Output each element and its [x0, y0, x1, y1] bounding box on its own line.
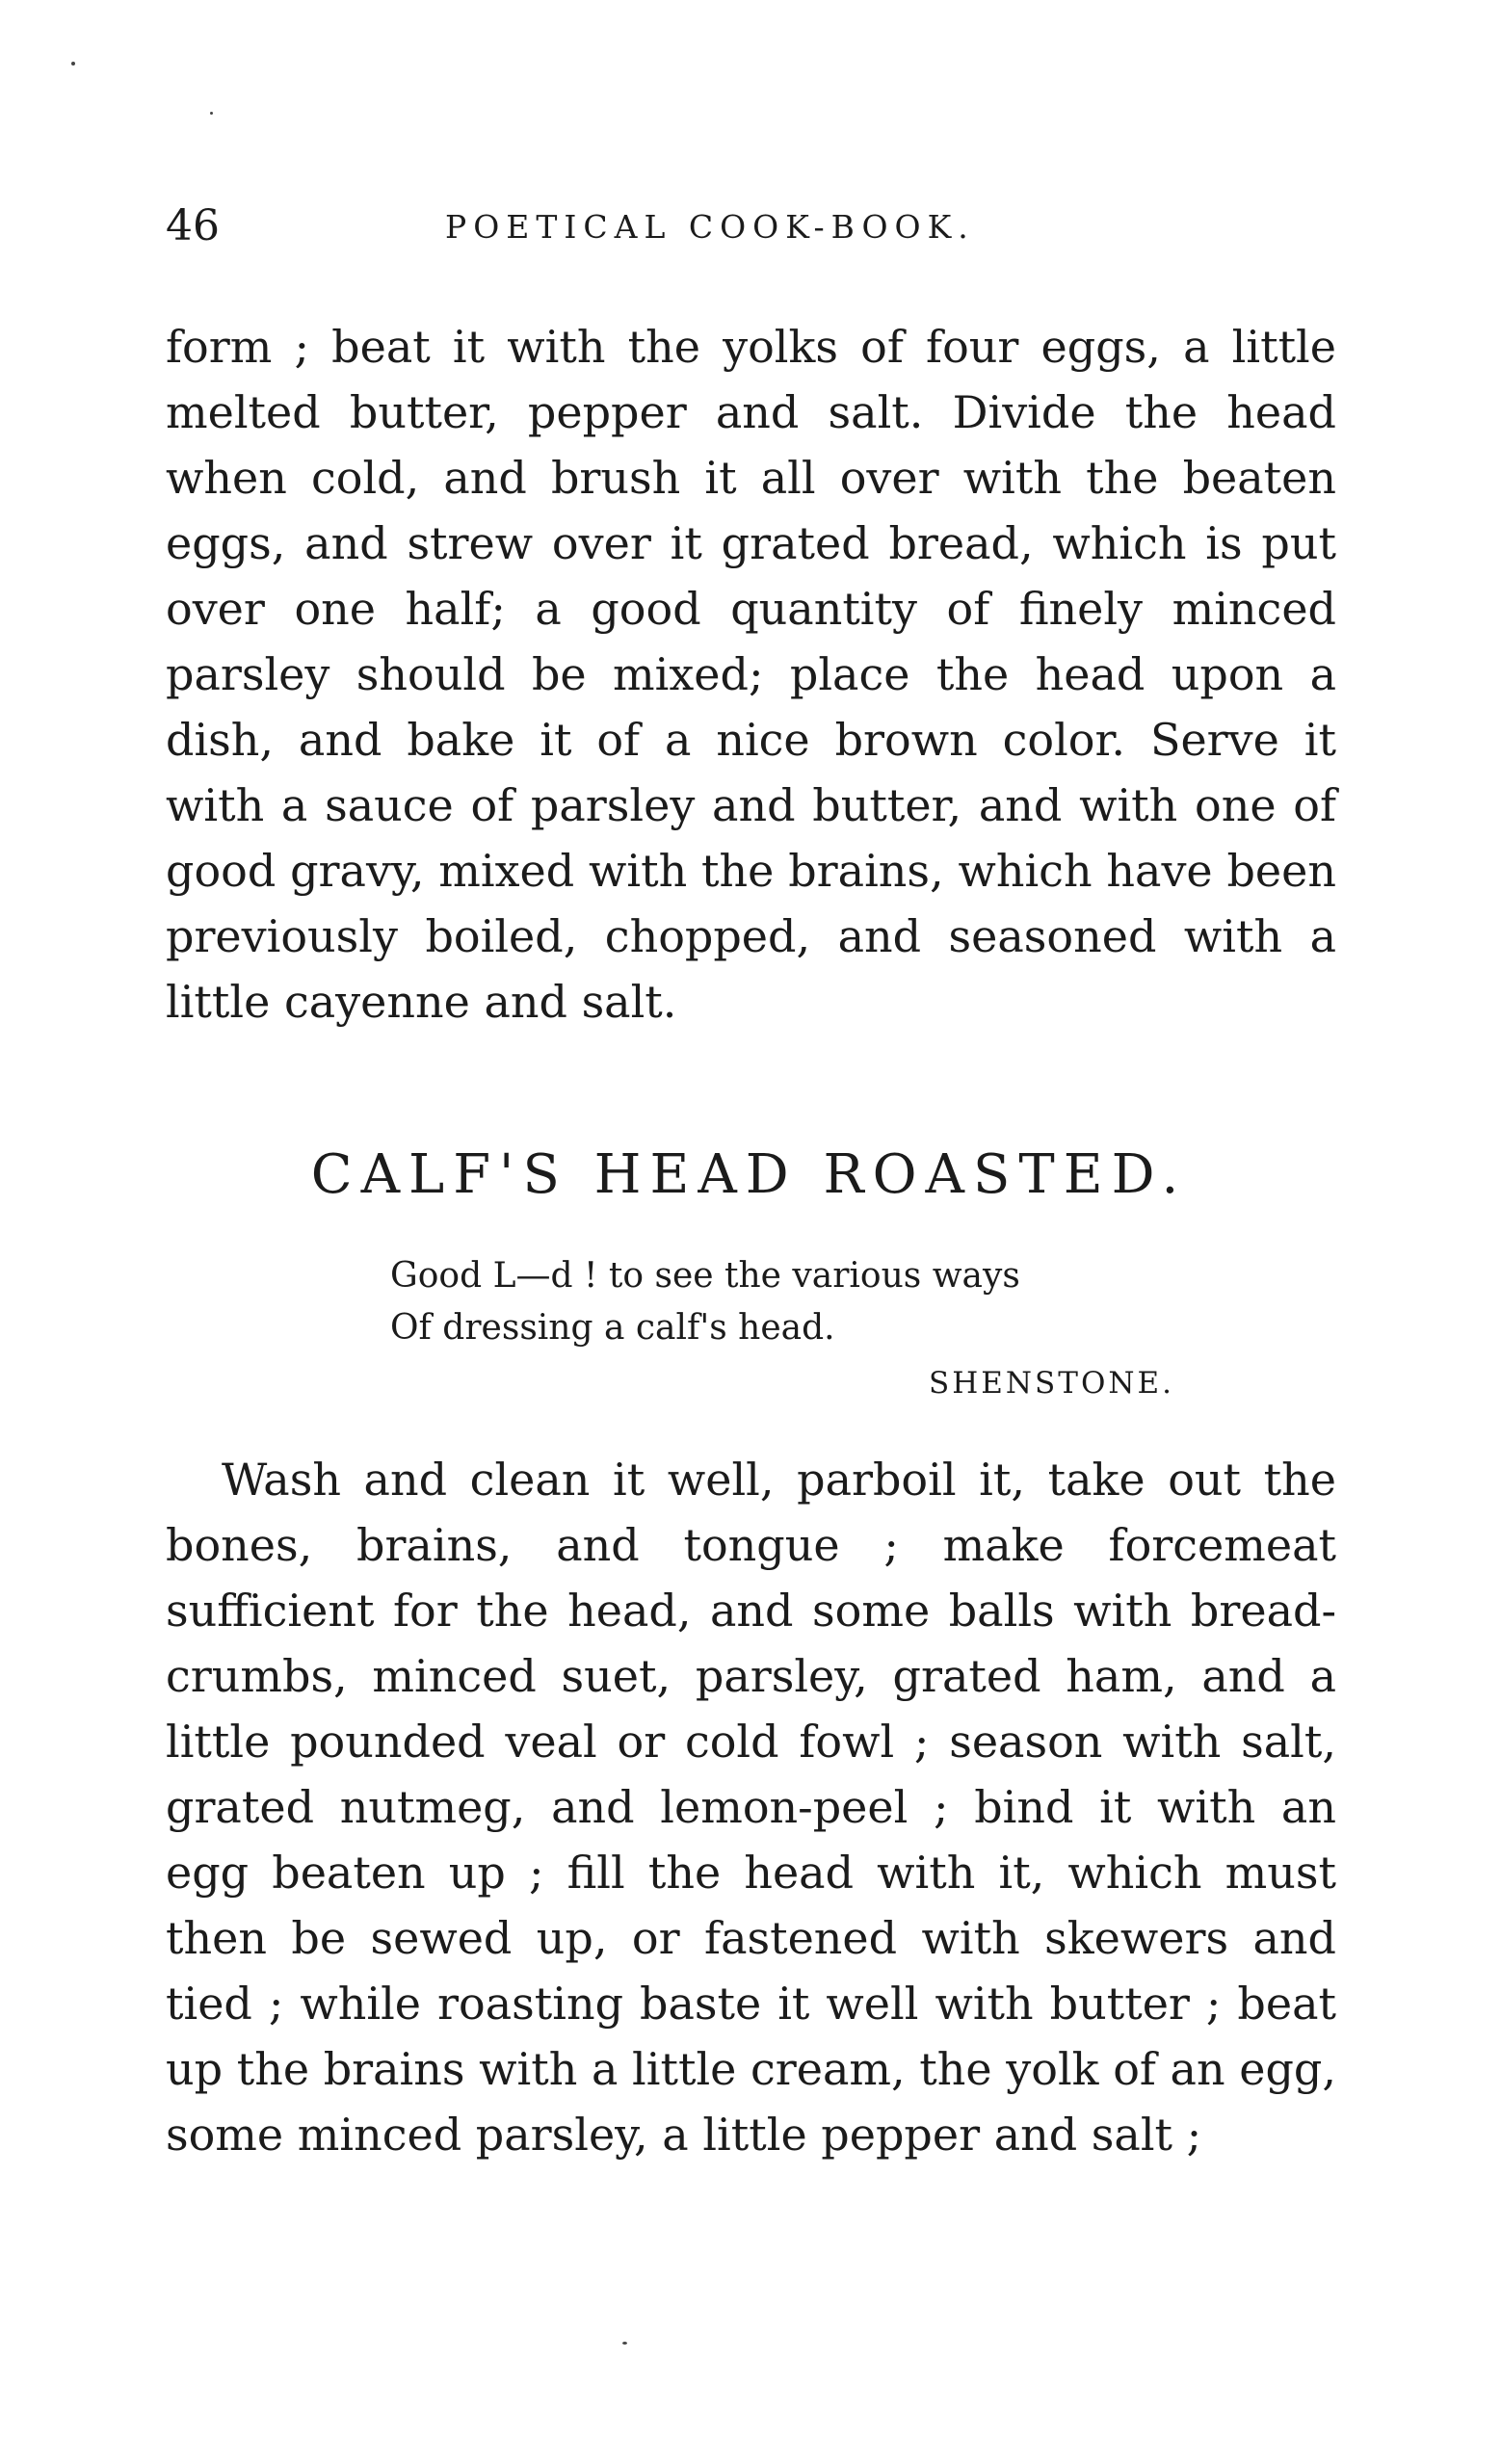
- print-speck: [210, 112, 213, 115]
- recipe-title: CALF'S HEAD ROASTED.: [310, 1143, 1188, 1206]
- epigraph: [390, 1250, 1161, 1354]
- book-title: POETICAL COOK-BOOK.: [445, 208, 975, 246]
- recipe-body: Wash and clean it well, parboil it, take out the bones, brains, and tongue ; make forcemeat sufficient for the head, and some balls with bread-crumbs, minced suet, parsley, grated ham, and a little pounded veal or cold fowl ; season with salt, grated nutmeg, and lemon-peel ; bind it with an egg beaten up ; fill the head with it, which must then be sewed up, or fastened with skewers and tied ; while roasting baste it well with butter ; beat up the brains with a little cream, the yolk of an egg, some minced parsley, a little pepper and salt ;: [166, 1454, 1336, 2161]
- epigraph-line: Good L—d ! to see the various ways: [390, 1256, 1020, 1296]
- print-speck: [71, 62, 75, 66]
- epigraph-line: Of dressing a calf's head.: [390, 1308, 835, 1348]
- running-head: [166, 197, 1341, 255]
- page-number: 46: [166, 201, 220, 250]
- epigraph-attribution: SHENSTONE.: [929, 1366, 1174, 1401]
- print-speck: [622, 2342, 627, 2345]
- continued-paragraph: form ; beat it with the yolks of four eggs, a little melted butter, pepper and salt. Divide the head when cold, and brush it all over with the beaten eggs, and strew over it grated bread, which is put over one half; a good quantity of finely minced parsley should be mixed; place the head upon a dish, and bake it of a nice brown color. Serve it with a sauce of parsley and butter, and with one of good gravy, mixed with the brains, which have been previously boiled, chopped, and seasoned with a little cayenne and salt.: [166, 321, 1336, 1028]
